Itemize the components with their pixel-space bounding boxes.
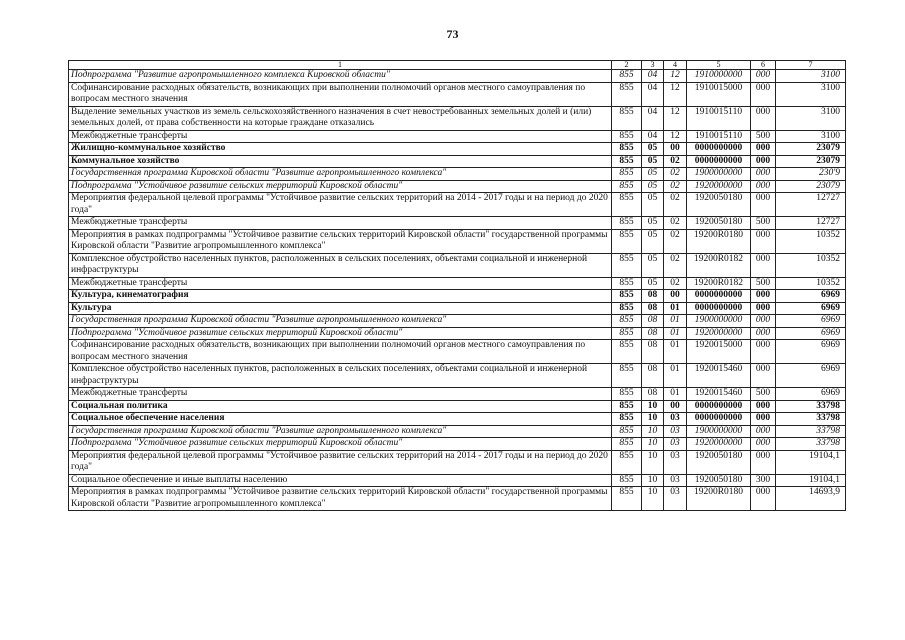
row-section-cell: 05 [642,180,664,193]
row-subsection-cell: 02 [664,277,687,290]
row-expense-type-cell: 000 [751,106,776,130]
table-row [69,388,846,401]
row-name-cell: Жилищно-коммунальное хозяйство [69,143,612,156]
row-section-cell: 04 [642,70,664,83]
row-subsection-cell: 02 [664,180,687,193]
row-subsection-cell: 03 [664,425,687,438]
row-target-code-cell: 0000000000 [687,155,751,168]
row-amount-cell: 230'9 [776,168,846,181]
row-admin-code-cell: 855 [612,253,642,277]
row-name-cell: Софинансирование расходных обязательств, возникающих при выполнении полномочий органов местного самоуправления по вопросам местного значения [69,82,612,106]
row-admin-code-cell: 855 [612,438,642,451]
row-admin-code-cell: 855 [612,168,642,181]
row-name-cell: Подпрограмма "Устойчивое развитие сельских территорий Кировской области" [69,180,612,193]
row-amount-cell: 12727 [776,193,846,217]
row-target-code-cell: 0000000000 [687,413,751,426]
row-section-cell: 08 [642,315,664,328]
row-target-code-cell: 1900000000 [687,425,751,438]
row-subsection-cell: 02 [664,217,687,230]
row-expense-type-cell: 000 [751,315,776,328]
header-cell-3: 3 [642,61,664,70]
row-admin-code-cell: 855 [612,302,642,315]
row-expense-type-cell: 000 [751,193,776,217]
row-admin-code-cell: 855 [612,180,642,193]
row-name-cell: Подпрограмма "Развитие агропромышленного комплекса Кировской области" [69,70,612,83]
row-expense-type-cell: 000 [751,487,776,511]
table-row [69,168,846,181]
table-row [69,438,846,451]
row-subsection-cell: 12 [664,70,687,83]
row-section-cell: 08 [642,364,664,388]
row-expense-type-cell: 000 [751,70,776,83]
row-name-cell: Межбюджетные трансферты [69,130,612,143]
row-section-cell: 08 [642,327,664,340]
row-target-code-cell: 19200R0180 [687,229,751,253]
row-name-cell: Комплексное обустройство населенных пунктов, расположенных в сельских поселениях, объектами социальной и инженерной инфраструктуры [69,253,612,277]
row-amount-cell: 6969 [776,290,846,303]
header-cell-1: 1 [69,61,612,70]
row-admin-code-cell: 855 [612,143,642,156]
row-expense-type-cell: 000 [751,425,776,438]
table-row [69,474,846,487]
row-target-code-cell: 1910015110 [687,106,751,130]
row-section-cell: 10 [642,438,664,451]
row-section-cell: 08 [642,290,664,303]
row-target-code-cell: 1920015460 [687,388,751,401]
row-target-code-cell: 1920000000 [687,180,751,193]
row-target-code-cell: 0000000000 [687,143,751,156]
header-cell-5: 5 [687,61,751,70]
row-target-code-cell: 19200R0182 [687,253,751,277]
row-admin-code-cell: 855 [612,106,642,130]
row-admin-code-cell: 855 [612,290,642,303]
row-name-cell: Социальное обеспечение и иные выплаты населению [69,474,612,487]
row-name-cell: Государственная программа Кировской области "Развитие агропромышленного комплекса" [69,425,612,438]
row-admin-code-cell: 855 [612,155,642,168]
row-expense-type-cell: 500 [751,277,776,290]
row-expense-type-cell: 500 [751,388,776,401]
row-subsection-cell: 01 [664,388,687,401]
row-admin-code-cell: 855 [612,340,642,364]
row-target-code-cell: 0000000000 [687,290,751,303]
row-section-cell: 04 [642,130,664,143]
table-row [69,130,846,143]
row-admin-code-cell: 855 [612,217,642,230]
row-amount-cell: 14693,9 [776,487,846,511]
table-row [69,155,846,168]
row-name-cell: Коммунальное хозяйство [69,155,612,168]
row-expense-type-cell: 500 [751,217,776,230]
row-subsection-cell: 01 [664,302,687,315]
page-number: 73 [446,27,459,41]
row-expense-type-cell: 500 [751,130,776,143]
row-expense-type-cell: 000 [751,143,776,156]
row-amount-cell: 23079 [776,180,846,193]
row-expense-type-cell: 000 [751,327,776,340]
row-subsection-cell: 03 [664,438,687,451]
table-row [69,290,846,303]
row-amount-cell: 6969 [776,364,846,388]
row-target-code-cell: 19200R0180 [687,487,751,511]
row-section-cell: 05 [642,253,664,277]
table-row [69,340,846,364]
row-target-code-cell: 1920050180 [687,193,751,217]
row-section-cell: 05 [642,277,664,290]
row-name-cell: Межбюджетные трансферты [69,277,612,290]
row-admin-code-cell: 855 [612,193,642,217]
row-amount-cell: 33798 [776,400,846,413]
row-expense-type-cell: 000 [751,229,776,253]
row-subsection-cell: 00 [664,290,687,303]
header-cell-2: 2 [612,61,642,70]
row-admin-code-cell: 855 [612,277,642,290]
row-target-code-cell: 1920015000 [687,340,751,364]
row-name-cell: Выделение земельных участков из земель сельскохозяйственного назначения в счет невостребованных земельных долей и (или) земельных долей, от права собственности на которые граждане отказались [69,106,612,130]
table-row [69,425,846,438]
table-row [69,450,846,474]
table-row [69,82,846,106]
row-target-code-cell: 1900000000 [687,168,751,181]
budget-table [68,60,846,511]
row-name-cell: Государственная программа Кировской области "Развитие агропромышленного комплекса" [69,168,612,181]
row-target-code-cell: 0000000000 [687,302,751,315]
header-cell-7: 7 [776,61,846,70]
row-amount-cell: 33798 [776,413,846,426]
table-body [69,61,846,511]
row-name-cell: Социальная политика [69,400,612,413]
row-target-code-cell: 1920000000 [687,438,751,451]
row-subsection-cell: 03 [664,413,687,426]
row-expense-type-cell: 000 [751,168,776,181]
row-expense-type-cell: 000 [751,413,776,426]
row-amount-cell: 10352 [776,253,846,277]
row-section-cell: 08 [642,340,664,364]
row-admin-code-cell: 855 [612,315,642,328]
row-admin-code-cell: 855 [612,364,642,388]
row-amount-cell: 19104,1 [776,450,846,474]
row-amount-cell: 10352 [776,277,846,290]
row-admin-code-cell: 855 [612,400,642,413]
row-subsection-cell: 12 [664,82,687,106]
row-name-cell: Культура, кинематография [69,290,612,303]
row-amount-cell: 6969 [776,315,846,328]
row-admin-code-cell: 855 [612,450,642,474]
table-row [69,277,846,290]
row-section-cell: 10 [642,413,664,426]
row-admin-code-cell: 855 [612,425,642,438]
row-amount-cell: 6969 [776,340,846,364]
row-name-cell: Подпрограмма "Устойчивое развитие сельских территорий Кировской области" [69,438,612,451]
row-section-cell: 10 [642,400,664,413]
row-subsection-cell: 03 [664,487,687,511]
row-amount-cell: 19104,1 [776,474,846,487]
row-name-cell: Мероприятия в рамках подпрограммы "Устойчивое развитие сельских территорий Кировской области" государственной программы Кировской области "Развитие агропромышленного комплекса" [69,229,612,253]
row-amount-cell: 3100 [776,82,846,106]
row-section-cell: 10 [642,450,664,474]
row-name-cell: Мероприятия федеральной целевой программы "Устойчивое развитие сельских территорий на 2014 - 2017 годы и на период до 2020 года" [69,450,612,474]
table-row [69,143,846,156]
row-admin-code-cell: 855 [612,327,642,340]
row-subsection-cell: 02 [664,168,687,181]
row-expense-type-cell: 000 [751,180,776,193]
row-subsection-cell: 12 [664,130,687,143]
row-amount-cell: 6969 [776,388,846,401]
header-row [69,61,846,70]
row-admin-code-cell: 855 [612,474,642,487]
row-section-cell: 10 [642,425,664,438]
row-section-cell: 08 [642,388,664,401]
row-section-cell: 04 [642,82,664,106]
row-amount-cell: 3100 [776,106,846,130]
table-row [69,229,846,253]
row-target-code-cell: 0000000000 [687,400,751,413]
row-amount-cell: 33798 [776,438,846,451]
row-subsection-cell: 01 [664,327,687,340]
table-row [69,193,846,217]
row-section-cell: 10 [642,474,664,487]
row-amount-cell: 12727 [776,217,846,230]
row-name-cell: Культура [69,302,612,315]
row-target-code-cell: 1920050180 [687,474,751,487]
row-amount-cell: 6969 [776,327,846,340]
row-expense-type-cell: 000 [751,155,776,168]
table-row [69,327,846,340]
row-subsection-cell: 00 [664,400,687,413]
row-name-cell: Софинансирование расходных обязательств, возникающих при выполнении полномочий органов местного самоуправления по вопросам местного значения [69,340,612,364]
row-expense-type-cell: 300 [751,474,776,487]
table-row [69,70,846,83]
row-admin-code-cell: 855 [612,229,642,253]
row-name-cell: Государственная программа Кировской области "Развитие агропромышленного комплекса" [69,315,612,328]
row-target-code-cell: 1910015110 [687,130,751,143]
row-amount-cell: 3100 [776,130,846,143]
table-row [69,180,846,193]
row-section-cell: 08 [642,302,664,315]
header-cell-4: 4 [664,61,687,70]
row-subsection-cell: 02 [664,229,687,253]
row-subsection-cell: 12 [664,106,687,130]
row-target-code-cell: 1910000000 [687,70,751,83]
row-name-cell: Социальное обеспечение населения [69,413,612,426]
row-subsection-cell: 01 [664,340,687,364]
row-target-code-cell: 1910015000 [687,82,751,106]
row-expense-type-cell: 000 [751,450,776,474]
table-row [69,217,846,230]
row-section-cell: 05 [642,155,664,168]
row-section-cell: 04 [642,106,664,130]
row-name-cell: Комплексное обустройство населенных пунктов, расположенных в сельских поселениях, объектами социальной и инженерной инфраструктуры [69,364,612,388]
row-section-cell: 05 [642,229,664,253]
row-target-code-cell: 1920050180 [687,450,751,474]
row-section-cell: 05 [642,193,664,217]
row-name-cell: Мероприятия федеральной целевой программы "Устойчивое развитие сельских территорий на 2014 - 2017 годы и на период до 2020 года" [69,193,612,217]
row-subsection-cell: 02 [664,155,687,168]
row-section-cell: 05 [642,217,664,230]
row-name-cell: Мероприятия в рамках подпрограммы "Устойчивое развитие сельских территорий Кировской области" государственной программы Кировской области "Развитие агропромышленного комплекса" [69,487,612,511]
row-amount-cell: 10352 [776,229,846,253]
row-amount-cell: 23079 [776,155,846,168]
row-expense-type-cell: 000 [751,253,776,277]
row-expense-type-cell: 000 [751,302,776,315]
row-target-code-cell: 19200R0182 [687,277,751,290]
row-subsection-cell: 02 [664,193,687,217]
table-row [69,315,846,328]
row-amount-cell: 3100 [776,70,846,83]
table-row [69,400,846,413]
row-amount-cell: 33798 [776,425,846,438]
row-name-cell: Подпрограмма "Устойчивое развитие сельских территорий Кировской области" [69,327,612,340]
row-expense-type-cell: 000 [751,82,776,106]
row-amount-cell: 23079 [776,143,846,156]
table-row [69,253,846,277]
row-expense-type-cell: 000 [751,400,776,413]
row-target-code-cell: 1920000000 [687,327,751,340]
row-admin-code-cell: 855 [612,82,642,106]
row-admin-code-cell: 855 [612,413,642,426]
header-cell-6: 6 [751,61,776,70]
row-subsection-cell: 03 [664,474,687,487]
table-row [69,413,846,426]
row-expense-type-cell: 000 [751,340,776,364]
row-expense-type-cell: 000 [751,364,776,388]
row-target-code-cell: 1920015460 [687,364,751,388]
row-expense-type-cell: 000 [751,438,776,451]
row-expense-type-cell: 000 [751,290,776,303]
table-row [69,302,846,315]
row-name-cell: Межбюджетные трансферты [69,217,612,230]
row-section-cell: 05 [642,143,664,156]
row-subsection-cell: 00 [664,143,687,156]
table-row [69,106,846,130]
row-admin-code-cell: 855 [612,130,642,143]
row-admin-code-cell: 855 [612,70,642,83]
row-subsection-cell: 03 [664,450,687,474]
row-admin-code-cell: 855 [612,388,642,401]
row-target-code-cell: 1920050180 [687,217,751,230]
row-section-cell: 05 [642,168,664,181]
row-subsection-cell: 02 [664,253,687,277]
row-name-cell: Межбюджетные трансферты [69,388,612,401]
row-amount-cell: 6969 [776,302,846,315]
table-row [69,487,846,511]
table-row [69,364,846,388]
row-target-code-cell: 1900000000 [687,315,751,328]
row-subsection-cell: 01 [664,364,687,388]
row-admin-code-cell: 855 [612,487,642,511]
row-section-cell: 10 [642,487,664,511]
row-subsection-cell: 01 [664,315,687,328]
